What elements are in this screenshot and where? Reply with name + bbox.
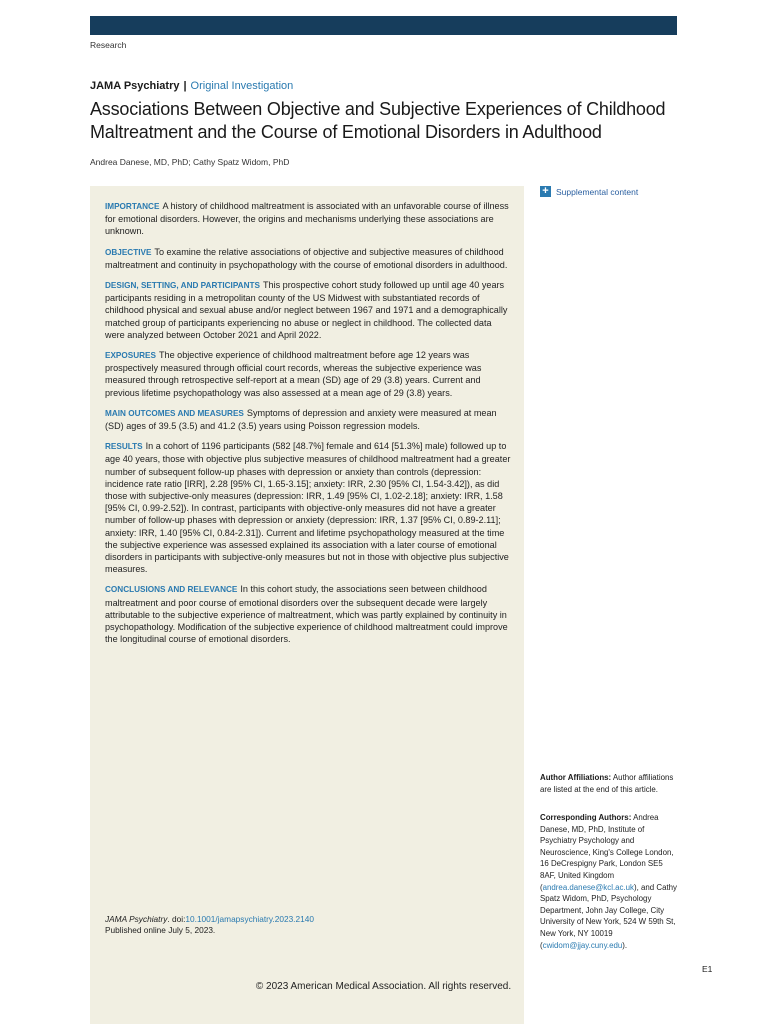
journal-name: JAMA Psychiatry (90, 80, 180, 92)
abstract-heading: CONCLUSIONS AND RELEVANCE (105, 585, 238, 595)
abstract-design (105, 279, 512, 341)
abstract-heading: OBJECTIVE (105, 247, 152, 257)
abstract-exposures (105, 349, 512, 399)
abstract-conclusions (105, 583, 512, 645)
affiliations-text: Author affiliations are listed at the end of this article. (540, 773, 674, 794)
abstract-content (105, 200, 512, 654)
abstract-objective (105, 246, 512, 271)
header-bar (90, 16, 677, 35)
abstract-outcomes (105, 407, 512, 432)
article-title: Associations Between Objective and Subjective Experiences of Childhood Maltreatment and the Course of Emotional Disorders in Adulthood (90, 99, 666, 142)
abstract-text: A history of childhood maltreatment is associated with an unfavorable course of illness for emotional disorders. However, the origins and mechanisms underlying these associations are unknown. (105, 201, 509, 237)
copyright-notice: © 2023 American Medical Association. All rights reserved. (255, 981, 512, 992)
abstract-text: To examine the relative associations of objective and subjective measures of childhood maltreatment and continuity in psychopathology with the course of emotional disorders in adulthood. (105, 246, 508, 270)
supplemental-label: Supplemental content (556, 186, 639, 197)
affiliations-label: Author Affiliations: (540, 773, 612, 782)
abstract-text: Symptoms of depression and anxiety were measured at mean (SD) ages of 39.5 (3.5) and 41.2 (3.5) years using Poisson regression models. (105, 407, 497, 432)
citation-line (105, 914, 314, 925)
citation (105, 914, 314, 936)
corresponding-text: ). (622, 940, 628, 950)
corresponding-authors (540, 812, 680, 951)
published-date: Published online July 5, 2023. (105, 925, 216, 935)
author-list: Andrea Danese, MD, PhD; Cathy Spatz Widom, PhD (90, 157, 290, 167)
abstract-importance (105, 200, 512, 238)
article-type: Original Investigation (190, 80, 294, 92)
abstract-text: In a cohort of 1196 participants (582 [48.7%] female and 614 [51.3%] male) followed up to age 40 years, those with objective plus subjective measures of childhood maltreatment had a greater number of subsequent follow-up phases with depression or anxiety than controls (depression: incidence rate ratio [IRR], 2.28 [95% CI, 1.65-3.15]; anxiety: IRR, 2.30 [95% CI, 1.54-3.42]), as did those with subjective-only measures (depression: IRR, 1.49 [95% CI, 1.02-2.18]; anxiety: IRR, 1.58 [95% CI, 0.99-2.52]). In contrast, participants with objective-only measures did not have a greater number of follow-up phases with depression or anxiety (depression: IRR, 1.37 [95% CI, 0.89-2.11]; anxiety: IRR, 1.40 [95% CI, 0.84-2.31]). Current and lifetime psychopathology measured at the time the subjective experience was assessed explained its association with a later course of emotional disorders in participants with subjective-only measures but not in those with objective plus subjective measures. (105, 441, 511, 575)
abstract-text: The objective experience of childhood maltreatment before age 12 years was prospectively measured through official court records, whereas the subjective experience was measured through retrospective self-report at a mean (SD) age of 29 (3.8) years. Current and previous lifetime psychopathology was also assessed at a mean age of 29 (3.8) years. (105, 350, 482, 398)
corresponding-label: Corresponding Authors: (540, 813, 632, 822)
email-link-widom[interactable]: cwidom@jjay.cuny.edu (542, 940, 623, 950)
journal-separator: | (183, 80, 187, 92)
email-link-danese[interactable]: andrea.danese@kcl.ac.uk (542, 882, 634, 892)
citation-doi-prefix: . doi: (167, 914, 186, 924)
abstract-heading: RESULTS (105, 442, 143, 452)
doi-link[interactable]: 10.1001/jamapsychiatry.2023.2140 (185, 914, 314, 924)
journal-line (90, 80, 293, 92)
abstract-panel (90, 186, 524, 1024)
page-number: E1 (702, 964, 713, 974)
corresponding-text: ), and Cathy Spatz Widom, PhD, Psychology Department, John Jay College, City University of New York, 524 W 59th St, New York, NY 10019 ( (540, 882, 677, 950)
supplemental-content-link[interactable] (540, 186, 638, 197)
abstract-heading: IMPORTANCE (105, 202, 160, 211)
abstract-heading: MAIN OUTCOMES AND MEASURES (105, 408, 244, 418)
abstract-text: In this cohort study, the associations seen between childhood maltreatment and poor course of emotional disorders over the subsequent decade were largely attributable to the subjective experience of maltreatment, which was partly explained by continuity in psychopathology. Modification of the subjective experience of childhood maltreatment could improve the longitudinal course of emotional disorders. (105, 584, 508, 645)
section-label: Research (90, 40, 127, 50)
plus-icon: + (540, 186, 551, 197)
citation-journal: JAMA Psychiatry (105, 914, 168, 924)
abstract-heading: DESIGN, SETTING, AND PARTICIPANTS (105, 281, 260, 291)
abstract-text: This prospective cohort study followed up until age 40 years participants residing in a metropolitan county of the US Midwest with substantiated records of childhood physical and sexual abuse and/or neglect between 1967 and 1971 and a demographically matched group of participants experiencing no abuse or neglect in childhood. The collected data were analyzed between October 2021 and April 2022. (105, 280, 508, 340)
abstract-heading: EXPOSURES (105, 351, 156, 361)
corresponding-text: Andrea Danese, MD, PhD, Institute of Psychiatry Psychology and Neuroscience, King's College London, 16 DeCrespigny Park, London SE5 8AF, United Kingdom ( (540, 813, 674, 892)
author-affiliations (540, 772, 680, 795)
abstract-results (105, 440, 512, 575)
